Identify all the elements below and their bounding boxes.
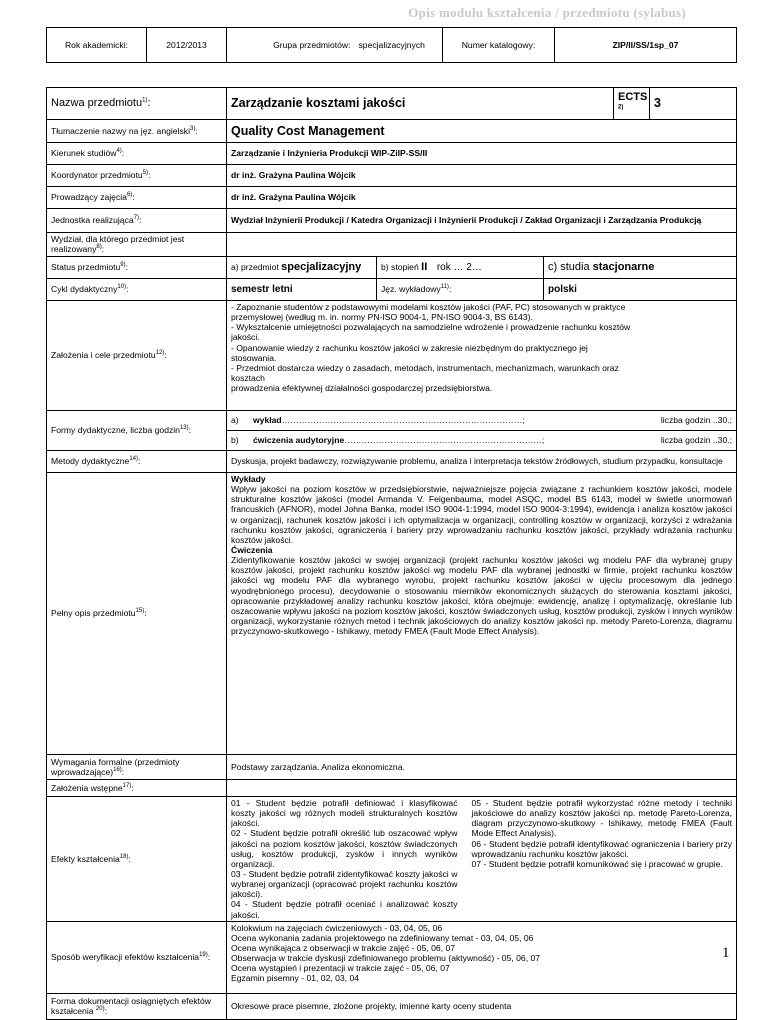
footnote-ref: 11) (440, 284, 449, 291)
instructor-value: dr inż. Grażyna Paulina Wójcik (227, 187, 737, 209)
catalog-number-label: Numer katalogowy: (443, 28, 555, 63)
cycle-value: semestr letni (227, 279, 377, 301)
description-cell (227, 473, 737, 755)
footnote-ref: 13) (179, 425, 189, 432)
requirements-label: Wymagania formalne (przedmioty wprowadzające) (51, 756, 180, 777)
row-translation: Tłumaczenie nazwy na jęz. angielski$^{3)}$: Quality Cost Management (47, 120, 737, 143)
forms-b-hours: liczba godzin ..30.; (660, 435, 733, 446)
forms-b-name: ćwiczenia audytoryjne (253, 435, 345, 446)
translation-label: Tłumaczenie nazwy na jęz. angielski (51, 125, 190, 136)
academic-year-value: 2012/2013 (147, 28, 227, 63)
footnote-ref: 16) (113, 767, 122, 774)
status-a-prefix: a) przedmiot (231, 262, 279, 273)
footnote-ref: 17) (122, 783, 132, 790)
row-instructor: Prowadzący zajęcia$^{6)}$: dr inż. Grażyna Paulina Wójcik (47, 187, 737, 209)
document-header (0, 5, 768, 21)
row-faculty: Wydział, dla którego przedmiot jest realizowany$^{8)}$: (47, 233, 737, 257)
course-name-label: Nazwa przedmiotu (51, 97, 143, 110)
outcomes-left: 01 - Student będzie potrafił definiować i klasyfikować koszty jakości wg różnych modeli strukturalnych kosztów jakości. 02 - Student będzie potrafił określić lub oszacować wpływ jakości na poziom kosztów jakości, kosztów świadczonych usług, kosztów produkcji, zysków i innych wyników organizacji. 03 - Student będzie potrafił zidentyfikować koszty jakości w wybranej organizacji (opracować projekt rachunku kosztów jakości). 04 - Student będzie potrafił oceniać i analizować koszty jakości. (227, 797, 462, 922)
ects-value: 3 (650, 88, 737, 120)
footnote-ref: 1) (142, 97, 148, 104)
row-outcomes: Efekty kształcenia$^{18)}$: 01 - Student będzie potrafił definiować i klasyfikować koszty jakości wg różnych modeli strukturalnych kosztów jakości. 02 - Student będzie potrafił określić lub oszacować wpływ jakości na poziom kosztów jakości, kosztów świadczonych usług, kosztów produkcji, zysków i innych wyników organizacji. 03 - Student będzie potrafił zidentyfikować koszty jakości w wybranej organizacji (opracować projekt rachunku kosztów jakości). 04 - Student będzie potrafił oceniać i analizować koszty jakości. 05 - Student będzie potrafił wykorzystać różne metody i techniki jakościowe do analizy kosztów jakości np. metodę Pareto-Lorenza, diagram przyczynowo-skutkowy - Ishikawy, metodę FMEA (Fault Mode Effect Analysis). 06 - Student będzie potrafił identyfikować ograniczenia i bariery przy wprowadzaniu rachunku kosztów jakości. 07 - Student będzie potrafił komunikować się i pracować w grupie. (47, 797, 737, 922)
objectives-text: - Zapoznanie studentów z podstawowymi modelami kosztów jakości (PAF, PC) stosowanych w praktyce przemysłowej (według m. in. normy PN-ISO 9004-1, PN-ISO 9004-3, BS 6143). - Wykształcenie umiejętności pozwalających na samodzielne wdrożenie i prowadzenie rachunku kosztów jakości. - Opanowanie wiedzy z rachunku kosztów jakości w zakresie niezbędnym do praktycznego jej stosowania. - Przedmiot dostarcza wiedzy o zasadach, metodach, instrumentach, mechanizmach, warunkach oraz kosztach prowadzenia efektywnej działalności gospodarczej przedsiębiorstwa. (227, 301, 737, 411)
footnote-ref: 14) (129, 456, 139, 463)
unit-value: Wydział Inżynierii Produkcji / Katedra Organizacji i Inżynierii Produkcji / Zakład Organizacji i Zarządzania Produkcją (227, 209, 737, 233)
status-b-prefix: b) stopień (381, 262, 419, 273)
forms-b-letter: b) (231, 435, 239, 446)
requirements-value: Podstawy zarządzania. Analiza ekonomiczna. (227, 755, 737, 780)
footnote-ref: 7) (133, 215, 139, 222)
row-forms-lecture: Formy dydaktyczne, liczba godzin$^{13)}$: a) wykład…………………………………………………………………………; liczba godzin ..30.; (47, 411, 737, 431)
row-verification: Sposób weryfikacji efektów kształcenia$^{19)}$: Kolokwium na zajęciach ćwiczeniowych - 03, 04, 05, 06 Ocena wykonania zadania projektowego na zdefiniowany temat - 03, 04, 05, 06 Ocena wynikająca z obserwacji w trakcie zajęć - 05, 06, 07 Obserwacja w trakcie dyskusji zdefiniowanego problemu (aktywność) - 05, 06, 07 Ocena wystąpień i prezentacji w trakcie zajęć - 05, 06, 07 Egzamin pisemny - 01, 02, 03, 04 (47, 921, 737, 993)
outcomes-label: Efekty kształcenia (51, 853, 120, 864)
page-number: 1 (722, 945, 730, 961)
status-b (377, 257, 544, 279)
description-lectures-heading: Wykłady (231, 474, 266, 484)
forms-label: Formy dydaktyczne, liczba godzin (51, 425, 180, 436)
cycle-label: Cykl dydaktyczny (51, 284, 118, 295)
course-group-label: Grupa przedmiotów: (227, 28, 355, 63)
language-label: Jęz. wykładowy (381, 284, 441, 295)
row-documentation: Forma dokumentacji osiągniętych efektów kształcenia $^{20)}$: Okresowe prace pisemne, złożone projekty, imienne karty oceny studenta (47, 993, 737, 1019)
row-cycle: Cykl dydaktyczny$^{10)}$: semestr letni Jęz. wykładowy$^{11)}$: polski (47, 279, 737, 301)
row-status: Status przedmiotu$^{9)}$: a) przedmiot specjalizacyjny b) stopień II rok … 2… c) studia stacjonarne (47, 257, 737, 279)
language-value: polski (544, 279, 737, 301)
course-name-value: Zarządzanie kosztami jakości (227, 88, 614, 120)
footnote-ref: 3) (190, 126, 196, 133)
status-c-prefix: c) studia (548, 261, 590, 274)
footnote-ref: 9) (120, 262, 126, 269)
description-lectures-text: Wpływ jakości na poziom kosztów w przedsiębiorstwie, najważniejsze pojęcia związane z rachunkiem kosztów jakości, modele strukturalne kosztów jakości (model Armanda V. Feigenbauma, model ASQC, model BS 6143, model w świetle unormowań francuskich (AFNOR), model Johna Banka, model ISO 9004-1:1994, model ISO 9004-3:1994), ewidencja i analiza kosztów jakości w organizacji, rachunek kosztów jakości i ich optymalizacja w organizacji, controlling kosztów w organizacji, korzyści z wdrażania rachunku kosztów jakości, ograniczenia i bariery przy wprowadzaniu rachunku kosztów jakości, przykłady wdrażania rachunku kosztów jakości. (231, 484, 733, 545)
forms-a-dots: …………………………………………………………………………; (281, 415, 525, 426)
footnote-ref: 19) (199, 952, 208, 959)
methods-text: Dyskusja, projekt badawczy, rozwiązywanie problemu, analiza i interpretacja tekstów źródłowych, studium przypadku, konsultacje (227, 451, 737, 473)
footnote-ref: 2) (618, 103, 624, 110)
documentation-value: Okresowe prace pisemne, złożone projekty, imienne karty oceny studenta (227, 993, 737, 1019)
status-year: rok … 2… (436, 262, 482, 274)
forms-a-name: wykład (253, 415, 282, 426)
row-unit: Jednostka realizująca$^{7)}$: Wydział Inżynierii Produkcji / Katedra Organizacji i Inżynierii Produkcji / Zakład Organizacji i Zarządzania Produkcją (47, 209, 737, 233)
documentation-label: Forma dokumentacji osiągniętych efektów kształcenia (51, 996, 212, 1017)
status-c-value: stacjonarne (592, 261, 655, 274)
footnote-ref: 4) (116, 148, 122, 155)
footnote-ref: 15) (135, 608, 145, 615)
footnote-ref: 8) (96, 244, 102, 251)
footnote-ref: 5) (142, 170, 149, 177)
faculty-label: Wydział, dla którego przedmiot jest realizowany (51, 234, 185, 255)
document-title: Opis modułu kształcenia / przedmiotu (sylabus) (408, 5, 686, 20)
forms-a-hours: liczba godzin ..30.; (660, 415, 733, 426)
row-prerequisites: Założenia wstępne$^{17)}$: (47, 780, 737, 797)
verification-text: Kolokwium na zajęciach ćwiczeniowych - 03, 04, 05, 06 Ocena wykonania zadania projektowego na zdefiniowany temat - 03, 04, 05, 06 Ocena wynikająca z obserwacji w trakcie zajęć - 05, 06, 07 Obserwacja w trakcie dyskusji zdefiniowanego problemu (aktywność) - 05, 06, 07 Ocena wystąpień i prezentacji w trakcie zajęć - 05, 06, 07 Egzamin pisemny - 01, 02, 03, 04 (227, 921, 737, 993)
status-c (544, 257, 737, 279)
row-methods: Metody dydaktyczne$^{14)}$: Dyskusja, projekt badawczy, rozwiązywanie problemu, analiza i interpretacja tekstów źródłowych, studium przypadku, konsultacje (47, 451, 737, 473)
coordinator-label: Koordynator przedmiotu (51, 170, 143, 181)
forms-a-letter: a) (231, 415, 239, 426)
forms-exercises (227, 431, 737, 451)
footnote-ref: 20) (95, 1006, 105, 1013)
status-a-value: specjalizacyjny (281, 261, 362, 274)
footnote-ref: 6) (126, 192, 133, 199)
meta-table (46, 27, 737, 63)
status-b-value: II (421, 261, 428, 274)
forms-b-dots: ……………………………………………………………; (344, 435, 545, 446)
unit-label: Jednostka realizująca (51, 215, 134, 226)
forms-lecture (227, 411, 737, 431)
translation-value: Quality Cost Management (227, 120, 737, 143)
faculty-value (227, 233, 737, 257)
methods-label: Metody dydaktyczne (51, 456, 130, 467)
instructor-label: Prowadzący zajęcia (51, 192, 127, 203)
row-course-name: Nazwa przedmiotu$^{1)}$: Zarządzanie kosztami jakości ECTS $^{2)}$ 3 (47, 88, 737, 120)
footnote-ref: 10) (117, 284, 127, 291)
footnote-ref: 12) (155, 350, 165, 357)
status-label: Status przedmiotu (51, 262, 121, 273)
prerequisites-label: Założenia wstępne (51, 782, 123, 793)
row-coordinator: Koordynator przedmiotu$^{5)}$: dr inż. Grażyna Paulina Wójcik (47, 165, 737, 187)
objectives-label: Założenia i cele przedmiotu (51, 350, 156, 361)
row-field-of-study: Kierunek studiów$^{4)}$: Zarządzanie i Inżynieria Produkcji WIP-ZiIP-SS/II (47, 143, 737, 165)
verification-label: Sposób weryfikacji efektów kształcenia (51, 952, 200, 963)
field-of-study-label: Kierunek studiów (51, 148, 117, 159)
catalog-number-value: ZIP/II/SS/1sp_07 (555, 28, 737, 63)
footnote-ref: 18) (119, 853, 129, 860)
prerequisites-value (227, 780, 737, 797)
course-group-value: specjalizacyjnych (355, 28, 443, 63)
coordinator-value: dr inż. Grażyna Paulina Wójcik (227, 165, 737, 187)
row-requirements: Wymagania formalne (przedmioty wprowadzające)$^{16)}$: Podstawy zarządzania. Analiza ekonomiczna. (47, 755, 737, 780)
field-of-study-value: Zarządzanie i Inżynieria Produkcji WIP-ZiIP-SS/II (227, 143, 737, 165)
row-description: Pełny opis przedmiotu$^{15)}$: Wykłady Wpływ jakości na poziom kosztów w przedsiębiorstwie, najważniejsze pojęcia związane z rachunkiem kosztów jakości, modele strukturalne kosztów jakości (model Armanda V. Feigenbauma, model ASQC, model BS 6143, model w świetle unormowań francuskich (AFNOR), model Johna Banka, model ISO 9004-1:1994, model ISO 9004-3:1994), ewidencja i analiza kosztów jakości w organizacji, rachunek kosztów jakości i ich optymalizacja w organizacji, controlling kosztów w organizacji, korzyści z wdrażania rachunku kosztów jakości, ograniczenia i bariery przy wprowadzaniu rachunku kosztów jakości, przykłady wdrażania rachunku kosztów jakości. Ćwiczenia Zidentyfikowanie kosztów jakości w swojej organizacji (projekt rachunku kosztów jakości wg modelu PAF dla wybranej grupy kosztów jakości, projekt rachunku kosztów jakości wg modelu PAF dla wybranej jednostki w firmie, projekt rachunku kosztów jakości wg modelu PAF dla wybranego wyrobu, projekt rachunku kosztów jakości w ujęciu procesowym dla jednego wyodrębnionego procesu), decydowanie o stosowaniu mierników ekonomicznych służących do sterowania kosztami jakości, opracowanie przykładowej analizy rachunku kosztów jakości, która obejmuje: ewidencję, analizę i optymalizację, określanie lub oszacowanie wpływu jakości na poziom kosztów jakości, kosztów świadczonych usług, kosztów produkcji, zysków i innych wyników organizacji, wykorzystanie różnych metod i technik jakościowych do analizy kosztów jakości np. metody Pareto-Lorenza, diagramu przyczynowo-skutkowego - Ishikawy, metody FMEA (Fault Mode Effect Analysis). (47, 473, 737, 755)
description-exercises-heading: Ćwiczenia (231, 544, 273, 555)
row-objectives: Założenia i cele przedmiotu$^{12)}$: - Zapoznanie studentów z podstawowymi modelami kosztów jakości (PAF, PC) stosowanych w praktyce przemysłowej (według m. in. normy PN-ISO 9004-1, PN-ISO 9004-3, BS 6143). - Wykształcenie umiejętności pozwalających na samodzielne wdrożenie i prowadzenie rachunku kosztów jakości. - Opanowanie wiedzy z rachunku kosztów jakości w zakresie niezbędnym do praktycznego jej stosowania. - Przedmiot dostarcza wiedzy o zasadach, metodach, instrumentach, mechanizmach, warunkach oraz kosztach prowadzenia efektywnej działalności gospodarczej przedsiębiorstwa. (47, 301, 737, 411)
ects-label: ECTS (618, 90, 648, 103)
syllabus-table (46, 87, 737, 1020)
outcomes-right: 05 - Student będzie potrafił wykorzystać różne metody i techniki jakościowe do analizy kosztów jakości np. metodę Pareto-Lorenza, diagram przyczynowo-skutkowy - Ishikawy, metodę FMEA (Fault Mode Effect Analysis). 06 - Student będzie potrafił identyfikować ograniczenia i bariery przy wprowadzaniu rachunku kosztów jakości. 07 - Student będzie potrafił komunikować się i pracować w grupie. (462, 797, 737, 922)
academic-year-label: Rok akademicki: (47, 28, 147, 63)
status-a (227, 257, 377, 279)
description-label: Pełny opis przedmiotu (51, 608, 136, 619)
description-exercises-text: Zidentyfikowanie kosztów jakości w swojej organizacji (projekt rachunku kosztów jakości wg modelu PAF dla wybranej grupy kosztów jakości, projekt rachunku kosztów jakości wg modelu PAF dla wybranej jednostki w firmie, projekt rachunku kosztów jakości wg modelu PAF dla wybranego wyrobu, projekt rachunku kosztów jakości w ujęciu procesowym dla jednego wyodrębnionego procesu), decydowanie o stosowaniu mierników ekonomicznych służących do sterowania kosztami jakości, opracowanie przykładowej analizy rachunku kosztów jakości, która obejmuje: ewidencję, analizę i optymalizację, określanie lub oszacowanie wpływu jakości na poziom kosztów jakości, kosztów świadczonych usług, kosztów produkcji, zysków i innych wyników organizacji, wykorzystanie różnych metod i technik jakościowych do analizy kosztów jakości np. metody Pareto-Lorenza, diagramu przyczynowo-skutkowego - Ishikawy, metody FMEA (Fault Mode Effect Analysis). (231, 555, 733, 637)
